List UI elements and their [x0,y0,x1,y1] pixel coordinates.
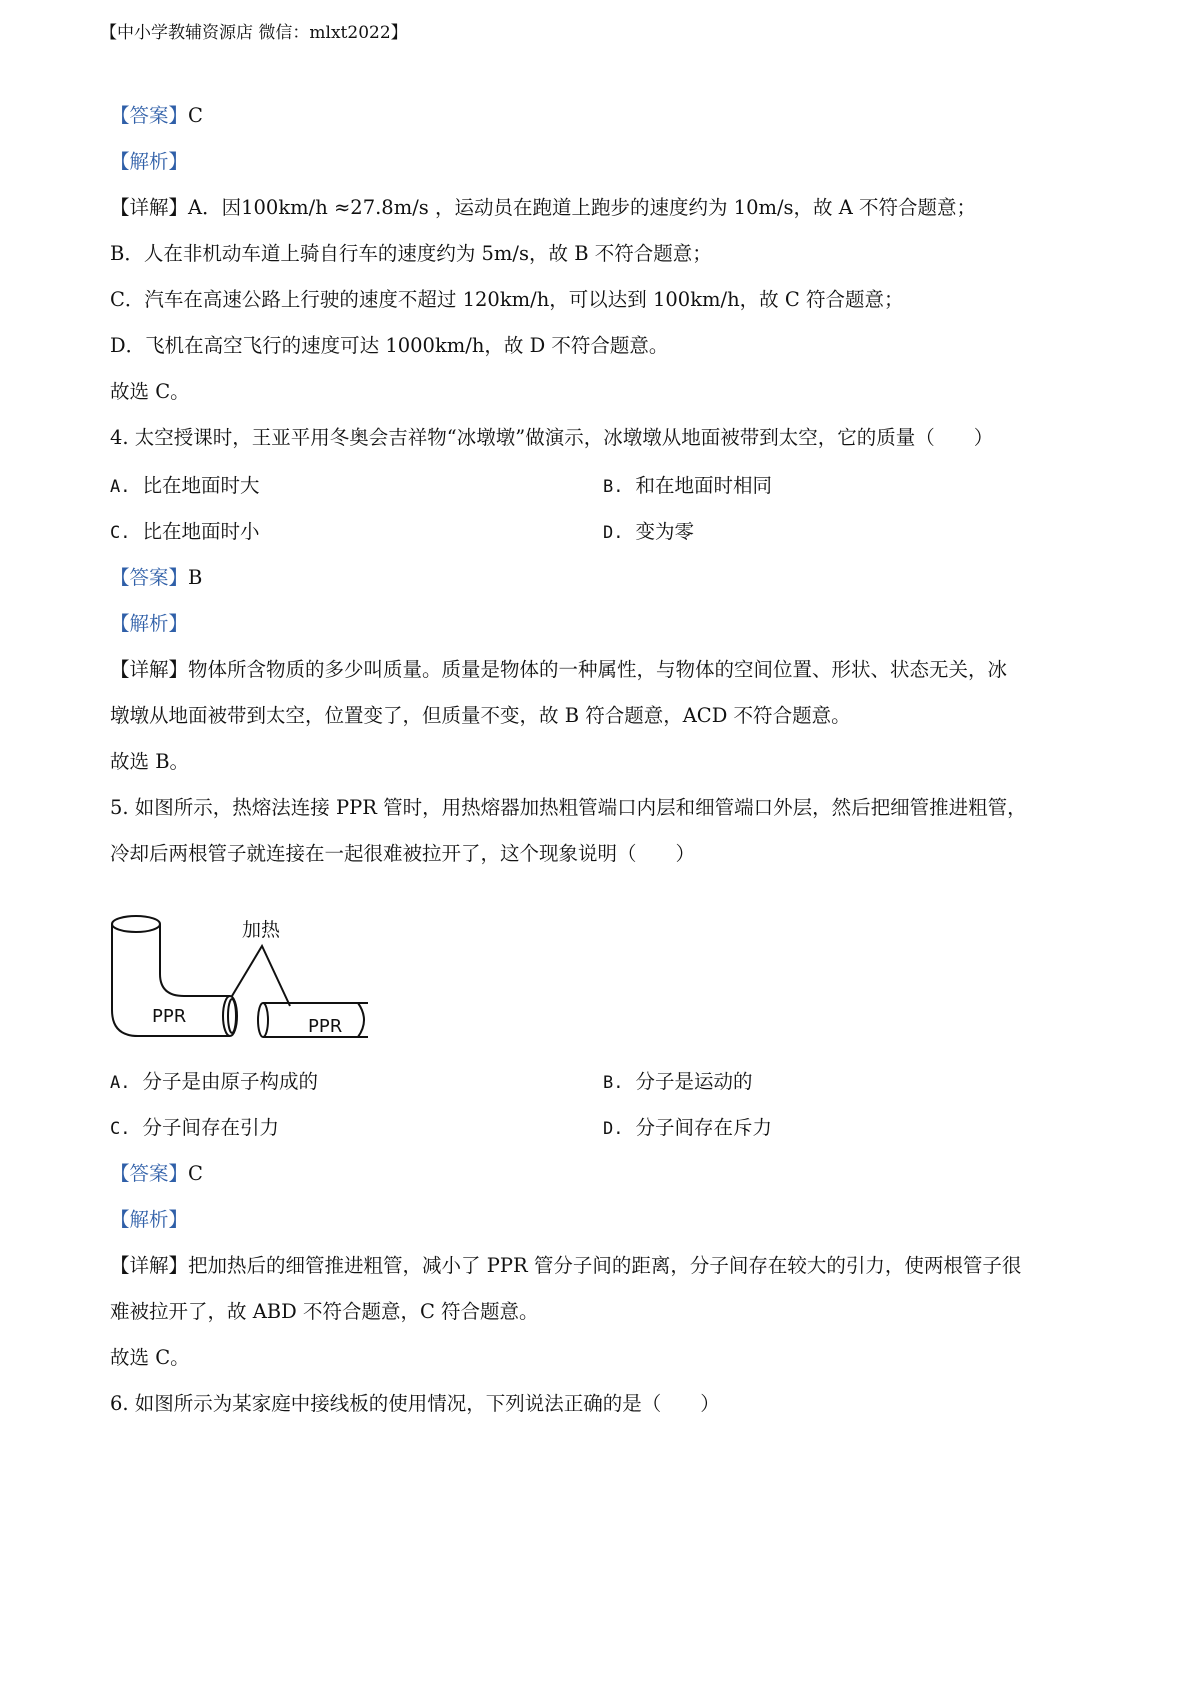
option-letter: A. [110,477,131,497]
q4-option-b [603,472,772,501]
option-text: 比在地面时大 [142,474,260,497]
q5-detail-line1 [110,1252,1021,1280]
heat-label: 加热 [242,919,281,941]
q5-question-line1: 5. 如图所示，热熔法连接 PPR 管时，用热熔器加热粗管端口内层和细管端口外层，然后把细管推进粗管， [110,796,1027,819]
q3-conclusion: 故选 C。 [110,380,190,403]
option-text: 比在地面时小 [142,520,260,543]
pipe-top-opening [112,916,160,932]
q3-detail-a [110,194,976,222]
q4-question: 4. 太空授课时，王亚平用冬奥会吉祥物“冰墩墩”做演示，冰墩墩从地面被带到太空，它的质量（ ） [110,426,994,449]
pipe-right-end [258,1003,268,1037]
q4-option-c [110,518,260,547]
option-letter: B. [603,477,624,497]
pipe-right-label: PPR [308,1016,343,1037]
answer-tag: 【答案】 [110,1162,189,1185]
q4-analysis-line [110,610,188,638]
pipe-left-label: PPR [152,1006,187,1027]
q5-question-line2: 冷却后两根管子就连接在一起很难被拉开了，这个现象说明（ ） [110,842,696,865]
detail-tag: 【详解】 [110,658,189,681]
analysis-tag: 【解析】 [110,150,189,173]
q5-answer-line [110,1160,203,1188]
thin-pipe-break [358,1003,364,1037]
q4-option-a [110,472,260,501]
answer-value: B [188,566,203,589]
ppr-pipe-figure [108,910,370,1042]
option-text: 分子间存在引力 [142,1116,279,1139]
option-text: 分子间存在斥力 [635,1116,772,1139]
option-letter: C. [110,523,131,543]
q4-option-d [603,518,694,547]
pipe-inner-wall [160,924,230,996]
q3-detail-c: C．汽车在高速公路上行驶的速度不超过 120km/h，可以达到 100km/h，故 C 符合题意； [110,288,904,311]
answer-tag: 【答案】 [110,104,189,127]
option-text: 分子是运动的 [635,1070,753,1093]
q5-analysis-line [110,1206,188,1234]
pipe-left-end-inner [228,999,236,1033]
option-text: 变为零 [635,520,694,543]
q4-conclusion: 故选 B。 [110,750,190,773]
detail-tag: 【详解】 [110,1254,189,1277]
q3-detail-d: D．飞机在高空飞行的速度可达 1000km/h，故 D 不符合题意。 [110,334,669,357]
option-letter: A. [110,1073,131,1093]
q4-answer-line [110,564,202,592]
q4-detail-line1 [110,656,1007,684]
option-text: 和在地面时相同 [635,474,772,497]
q5-option-d [603,1114,772,1143]
q5-option-c [110,1114,279,1143]
q5-conclusion: 故选 C。 [110,1346,190,1369]
answer-tag: 【答案】 [110,566,189,589]
option-letter: C. [110,1119,131,1139]
detail-text: 把加热后的细管推进粗管，减小了 PPR 管分子间的距离，分子间存在较大的引力，使两根管子很 [188,1254,1022,1277]
ppr-pipe-diagram [108,910,370,1042]
analysis-tag: 【解析】 [110,1208,189,1231]
q5-option-a [110,1068,318,1097]
q5-detail-line2: 难被拉开了，故 ABD 不符合题意，C 符合题意。 [110,1300,539,1323]
answer-value: C [188,104,203,127]
option-letter: B. [603,1073,624,1093]
heat-lines [232,946,290,1006]
q3-analysis-line [110,148,188,176]
option-letter: D. [603,523,624,543]
answer-value: C [188,1162,203,1185]
page-header: 【中小学教辅资源店 微信：mlxt2022】 [100,23,408,43]
detail-text: 物体所含物质的多少叫质量。质量是物体的一种属性，与物体的空间位置、形状、状态无关，冰 [188,658,1008,681]
q3-detail-b: B．人在非机动车道上骑自行车的速度约为 5m/s，故 B 不符合题意； [110,242,712,265]
q5-option-b [603,1068,753,1097]
q6-question: 6. 如图所示为某家庭中接线板的使用情况，下列说法正确的是（ ） [110,1392,720,1415]
detail-tag: 【详解】 [110,196,189,219]
q3-answer-line [110,102,203,130]
detail-text: A．因100km/h ≈27.8m/s ，运动员在跑道上跑步的速度约为 10m/s，故 A 不符合题意； [188,196,977,219]
q4-detail-line2: 墩墩从地面被带到太空，位置变了，但质量不变，故 B 符合题意，ACD 不符合题意。 [110,704,851,727]
analysis-tag: 【解析】 [110,612,189,635]
option-text: 分子是由原子构成的 [142,1070,318,1093]
option-letter: D. [603,1119,624,1139]
